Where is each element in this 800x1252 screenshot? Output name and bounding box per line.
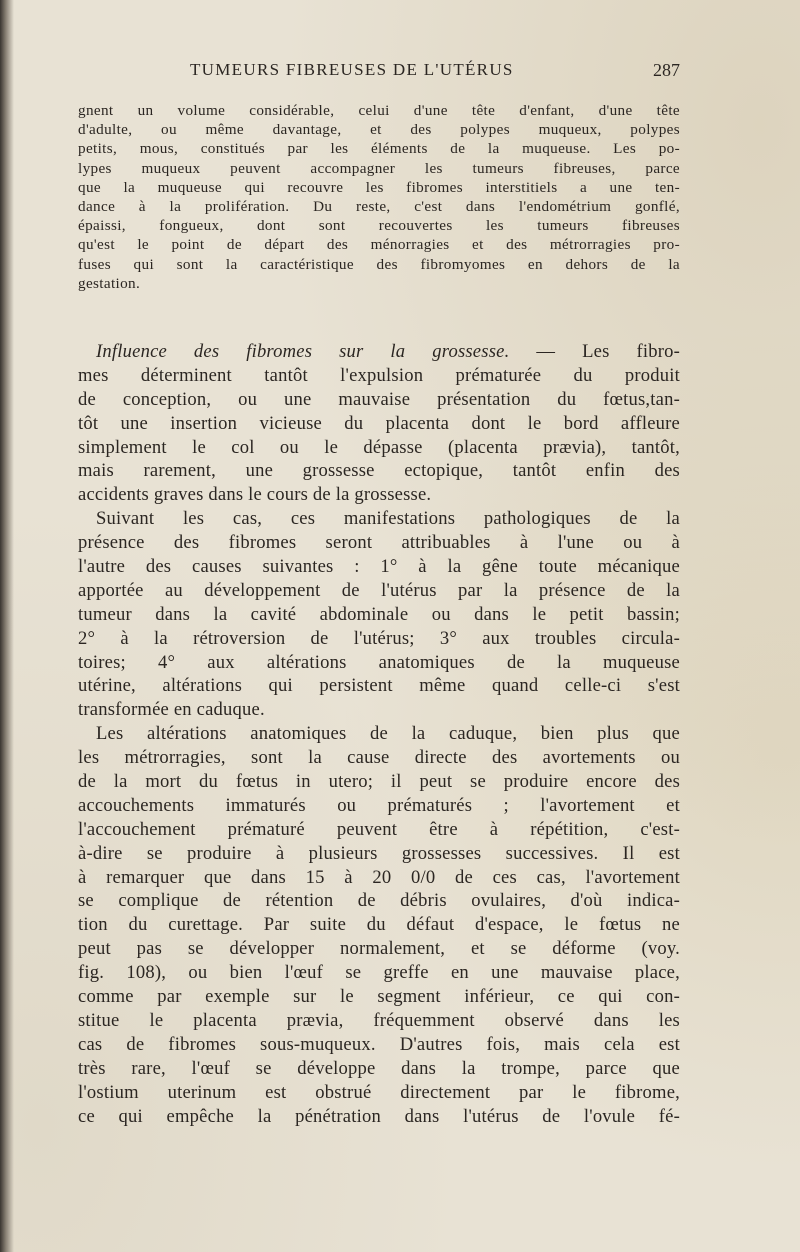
text-line: toires; 4° aux altérations anatomiques de la muqueuse [78,651,680,673]
text-line: tôt une insertion vicieuse du placenta dont le bord affleure [78,412,680,434]
page-binding-edge [0,0,14,1252]
text-line: tumeur dans la cavité abdominale ou dans le petit bassin; [78,603,680,625]
text-line: épaissi, fongueux, dont sont recouvertes les tumeurs fibreuses [78,217,680,235]
text-line: comme par exemple sur le segment inférieur, ce qui con- [78,986,680,1008]
text-line: de conception, ou une mauvaise présentation du fœtus,tan- [78,388,680,410]
main-body-text [78,340,680,1128]
small-print-paragraph [78,101,680,293]
text-line: transformée en caduque. [78,699,265,721]
text-line: dance à la prolifération. Du reste, c'est dans l'endométrium gonflé, [78,197,680,215]
text-line: qu'est le point de départ des ménorragies et des métrorragies pro- [78,236,680,254]
page-header [78,60,680,86]
text-line: d'adulte, ou même davantage, et des polypes muqueux, polypes [78,121,680,139]
text-line: 2° à la rétroversion de l'utérus; 3° aux troubles circula- [78,627,680,649]
text-line: ce qui empêche la pénétration dans l'utérus de l'ovule fé- [78,1105,680,1127]
running-title: TUMEURS FIBREUSES DE L'UTÉRUS [190,60,514,79]
text-line: se complique de rétention de débris ovulaires, d'où indica- [78,890,680,912]
text-line: très rare, l'œuf se développe dans la trompe, parce que [78,1057,680,1079]
text-line: gnent un volume considérable, celui d'une tête d'enfant, d'une tête [78,102,680,119]
text-line: Suivant les cas, ces manifestations pathologiques de la [96,508,680,530]
text-line: mes déterminent tantôt l'expulsion prématurée du produit [78,364,680,386]
text-line: à remarquer que dans 15 à 20 0/0 de ces cas, l'avortement [78,866,680,888]
text-line: accouchements immaturés ou prématurés ; l'avortement et [78,794,680,816]
text-line: l'accouchement prématuré peuvent être à répétition, c'est- [78,818,680,840]
text-line: gestation. [78,274,141,292]
text-line: tion du curettage. Par suite du défaut d'espace, le fœtus ne [78,914,680,936]
section-heading-line [78,340,680,364]
text-line: apportée au développement de l'utérus par la présence de la [78,579,680,601]
text-line: fig. 108), ou bien l'œuf se greffe en une mauvaise place, [78,962,680,984]
page-number: 287 [653,60,680,80]
section-title-suffix: — Les fibro- [509,341,681,362]
text-line: l'ostium uterinum est obstrué directement par le fibrome, [78,1081,680,1103]
text-line: l'autre des causes suivantes : 1° à la gêne toute mécanique [78,556,680,578]
text-line: simplement le col ou le dépasse (placenta prævia), tantôt, [78,436,680,458]
text-line: lypes muqueux peuvent accompagner les tumeurs fibreuses, parce [78,159,680,177]
text-line: Les altérations anatomiques de la caduque, bien plus que [96,723,680,745]
text-line: fuses qui sont la caractéristique des fibromyomes en dehors de la [78,255,680,273]
text-line: mais rarement, une grossesse ectopique, tantôt enfin des [78,460,680,482]
text-line: de la mort du fœtus in utero; il peut se produire encore des [78,771,680,793]
text-line: présence des fibromes seront attribuables à l'une ou à [78,532,680,554]
text-line: cas de fibromes sous-muqueux. D'autres fois, mais cela est [78,1033,680,1055]
text-line: que la muqueuse qui recouvre les fibromes interstitiels a une ten- [78,178,680,196]
text-line: les métrorragies, sont la cause directe des avortements ou [78,747,680,769]
text-line: peut pas se développer normalement, et se déforme (voy. [78,938,680,960]
section-title: Influence des fibromes sur la grossesse. [96,341,510,362]
text-line: petits, mous, constitués par les éléments de la muqueuse. Les po- [78,140,680,158]
text-line: accidents graves dans le cours de la grossesse. [78,484,432,506]
text-line: stitue le placenta prævia, fréquemment observé dans les [78,1009,680,1031]
text-line: à-dire se produire à plusieurs grossesses successives. Il est [78,842,680,864]
text-line: utérine, altérations qui persistent même quand celle-ci s'est [78,675,680,697]
